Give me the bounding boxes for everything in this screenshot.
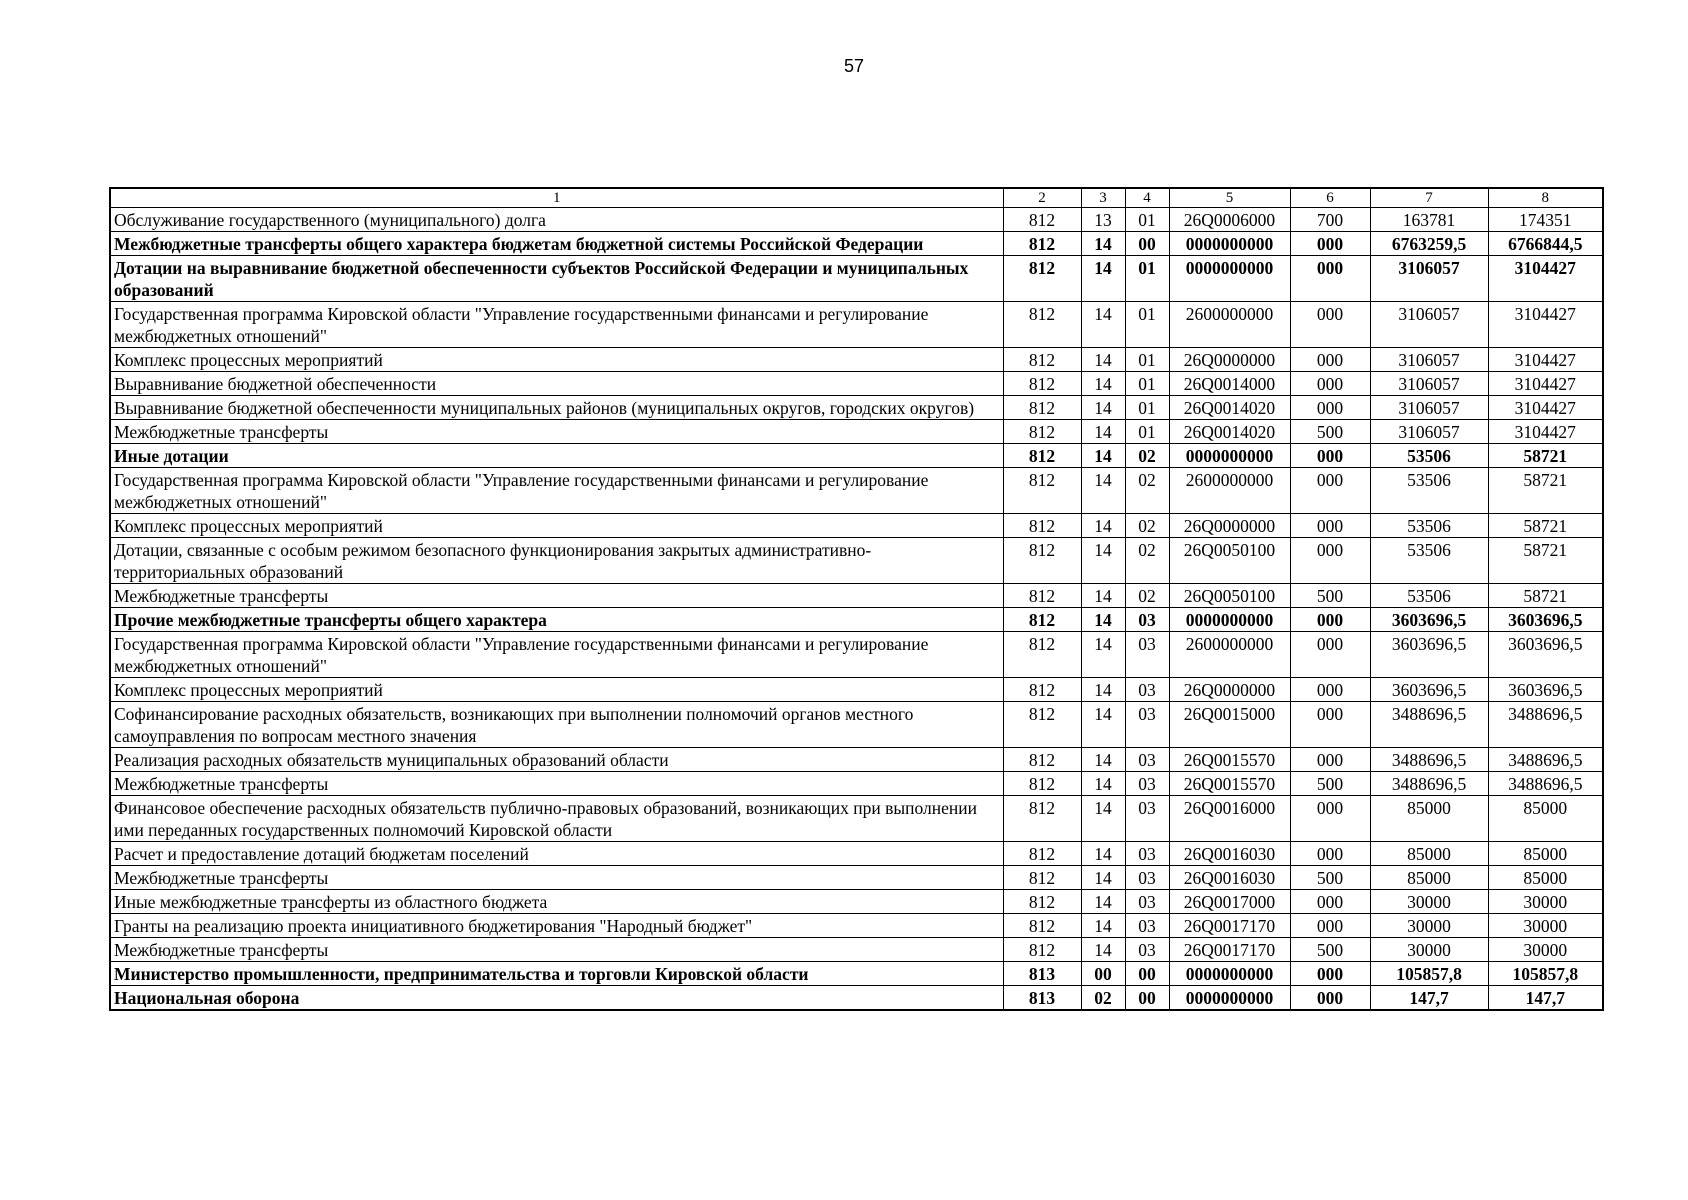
- table-row: [110, 772, 1603, 796]
- section-code: 14: [1081, 678, 1125, 702]
- amount-year-1: 53506: [1370, 538, 1488, 584]
- row-description: Выравнивание бюджетной обеспеченности: [110, 372, 1003, 396]
- table-row: [110, 538, 1603, 584]
- ministry-code: 812: [1003, 538, 1081, 584]
- subsection-code: 00: [1125, 232, 1169, 256]
- expense-type-code: 000: [1290, 468, 1370, 514]
- amount-year-1: 105857,8: [1370, 962, 1488, 986]
- subsection-code: 01: [1125, 396, 1169, 420]
- row-description: Комплекс процессных мероприятий: [110, 678, 1003, 702]
- ministry-code: 812: [1003, 678, 1081, 702]
- section-code: 14: [1081, 372, 1125, 396]
- section-code: 14: [1081, 468, 1125, 514]
- section-code: 14: [1081, 514, 1125, 538]
- table-row: [110, 938, 1603, 962]
- target-article-code: 0000000000: [1169, 232, 1290, 256]
- section-code: 14: [1081, 702, 1125, 748]
- row-description: Иные межбюджетные трансферты из областного бюджета: [110, 890, 1003, 914]
- amount-year-1: 30000: [1370, 890, 1488, 914]
- expense-type-code: 000: [1290, 702, 1370, 748]
- amount-year-2: 3488696,5: [1488, 702, 1603, 748]
- amount-year-1: 53506: [1370, 468, 1488, 514]
- subsection-code: 03: [1125, 938, 1169, 962]
- expense-type-code: 000: [1290, 372, 1370, 396]
- table-row: [110, 796, 1603, 842]
- target-article-code: 26Q0016030: [1169, 842, 1290, 866]
- amount-year-1: 3106057: [1370, 348, 1488, 372]
- target-article-code: 26Q0050100: [1169, 584, 1290, 608]
- section-code: 14: [1081, 938, 1125, 962]
- ministry-code: 813: [1003, 962, 1081, 986]
- expense-type-code: 000: [1290, 914, 1370, 938]
- expense-type-code: 000: [1290, 396, 1370, 420]
- subsection-code: 00: [1125, 986, 1169, 1011]
- table-row: [110, 608, 1603, 632]
- amount-year-2: 30000: [1488, 914, 1603, 938]
- row-description: Национальная оборона: [110, 986, 1003, 1011]
- row-description: Реализация расходных обязательств муниципальных образований области: [110, 748, 1003, 772]
- expense-type-code: 000: [1290, 444, 1370, 468]
- target-article-code: 26Q0015570: [1169, 748, 1290, 772]
- target-article-code: 26Q0017170: [1169, 938, 1290, 962]
- ministry-code: 812: [1003, 444, 1081, 468]
- amount-year-2: 30000: [1488, 890, 1603, 914]
- target-article-code: 0000000000: [1169, 962, 1290, 986]
- table-row: [110, 256, 1603, 302]
- amount-year-2: 3603696,5: [1488, 608, 1603, 632]
- ministry-code: 812: [1003, 772, 1081, 796]
- table-row: [110, 302, 1603, 348]
- row-description: Дотации, связанные с особым режимом безопасного функционирования закрытых административно-территориальных образований: [110, 538, 1003, 584]
- subsection-code: 02: [1125, 444, 1169, 468]
- ministry-code: 812: [1003, 584, 1081, 608]
- amount-year-2: 6766844,5: [1488, 232, 1603, 256]
- target-article-code: 26Q0015570: [1169, 772, 1290, 796]
- row-description: Иные дотации: [110, 444, 1003, 468]
- amount-year-1: 3106057: [1370, 396, 1488, 420]
- expense-type-code: 700: [1290, 208, 1370, 232]
- table-row: [110, 514, 1603, 538]
- target-article-code: 2600000000: [1169, 468, 1290, 514]
- amount-year-1: 85000: [1370, 842, 1488, 866]
- ministry-code: 812: [1003, 702, 1081, 748]
- target-article-code: 2600000000: [1169, 302, 1290, 348]
- amount-year-1: 30000: [1370, 938, 1488, 962]
- row-description: Межбюджетные трансферты: [110, 938, 1003, 962]
- ministry-code: 812: [1003, 914, 1081, 938]
- section-code: 13: [1081, 208, 1125, 232]
- amount-year-2: 58721: [1488, 468, 1603, 514]
- section-code: 14: [1081, 232, 1125, 256]
- target-article-code: 26Q0016000: [1169, 796, 1290, 842]
- subsection-code: 02: [1125, 468, 1169, 514]
- amount-year-2: 174351: [1488, 208, 1603, 232]
- section-code: 14: [1081, 256, 1125, 302]
- section-code: 14: [1081, 348, 1125, 372]
- target-article-code: 26Q0017170: [1169, 914, 1290, 938]
- ministry-code: 813: [1003, 986, 1081, 1011]
- amount-year-1: 53506: [1370, 584, 1488, 608]
- subsection-code: 02: [1125, 514, 1169, 538]
- target-article-code: 0000000000: [1169, 256, 1290, 302]
- column-header: 6: [1290, 188, 1370, 208]
- subsection-code: 03: [1125, 890, 1169, 914]
- column-header: 2: [1003, 188, 1081, 208]
- expense-type-code: 000: [1290, 608, 1370, 632]
- ministry-code: 812: [1003, 938, 1081, 962]
- amount-year-1: 30000: [1370, 914, 1488, 938]
- amount-year-1: 53506: [1370, 514, 1488, 538]
- row-description: Государственная программа Кировской области "Управление государственными финансами и регулирование межбюджетных отношений": [110, 632, 1003, 678]
- amount-year-2: 3603696,5: [1488, 632, 1603, 678]
- subsection-code: 03: [1125, 748, 1169, 772]
- row-description: Прочие межбюджетные трансферты общего характера: [110, 608, 1003, 632]
- section-code: 14: [1081, 842, 1125, 866]
- subsection-code: 03: [1125, 866, 1169, 890]
- expense-type-code: 000: [1290, 632, 1370, 678]
- column-header: 5: [1169, 188, 1290, 208]
- subsection-code: 03: [1125, 914, 1169, 938]
- row-description: Государственная программа Кировской области "Управление государственными финансами и регулирование межбюджетных отношений": [110, 468, 1003, 514]
- expense-type-code: 000: [1290, 348, 1370, 372]
- amount-year-1: 3603696,5: [1370, 678, 1488, 702]
- amount-year-1: 163781: [1370, 208, 1488, 232]
- table-row: [110, 702, 1603, 748]
- ministry-code: 812: [1003, 372, 1081, 396]
- section-code: 14: [1081, 890, 1125, 914]
- ministry-code: 812: [1003, 842, 1081, 866]
- subsection-code: 01: [1125, 256, 1169, 302]
- expense-type-code: 000: [1290, 796, 1370, 842]
- row-description: Гранты на реализацию проекта инициативного бюджетирования "Народный бюджет": [110, 914, 1003, 938]
- expense-type-code: 000: [1290, 890, 1370, 914]
- target-article-code: 0000000000: [1169, 444, 1290, 468]
- amount-year-1: 147,7: [1370, 986, 1488, 1011]
- table-row: [110, 232, 1603, 256]
- row-description: Межбюджетные трансферты: [110, 772, 1003, 796]
- amount-year-2: 3104427: [1488, 396, 1603, 420]
- section-code: 00: [1081, 962, 1125, 986]
- subsection-code: 03: [1125, 796, 1169, 842]
- table-row: [110, 678, 1603, 702]
- amount-year-2: 3104427: [1488, 420, 1603, 444]
- section-code: 14: [1081, 914, 1125, 938]
- expense-type-code: 000: [1290, 748, 1370, 772]
- ministry-code: 812: [1003, 208, 1081, 232]
- table-header-row: [110, 188, 1603, 208]
- row-description: Финансовое обеспечение расходных обязательств публично-правовых образований, возникающих при выполнении ими переданных государственных полномочий Кировской области: [110, 796, 1003, 842]
- column-header: 4: [1125, 188, 1169, 208]
- expense-type-code: 000: [1290, 256, 1370, 302]
- amount-year-1: 3603696,5: [1370, 608, 1488, 632]
- ministry-code: 812: [1003, 396, 1081, 420]
- amount-year-1: 85000: [1370, 796, 1488, 842]
- row-description: Министерство промышленности, предпринимательства и торговли Кировской области: [110, 962, 1003, 986]
- subsection-code: 01: [1125, 302, 1169, 348]
- ministry-code: 812: [1003, 348, 1081, 372]
- table-row: [110, 890, 1603, 914]
- amount-year-1: 3488696,5: [1370, 702, 1488, 748]
- target-article-code: 0000000000: [1169, 986, 1290, 1011]
- row-description: Межбюджетные трансферты: [110, 584, 1003, 608]
- expense-type-code: 500: [1290, 938, 1370, 962]
- ministry-code: 812: [1003, 256, 1081, 302]
- row-description: Дотации на выравнивание бюджетной обеспеченности субъектов Российской Федерации и муниципальных образований: [110, 256, 1003, 302]
- subsection-code: 01: [1125, 208, 1169, 232]
- section-code: 14: [1081, 866, 1125, 890]
- amount-year-1: 3106057: [1370, 420, 1488, 444]
- column-header: 3: [1081, 188, 1125, 208]
- row-description: Межбюджетные трансферты: [110, 420, 1003, 444]
- subsection-code: 03: [1125, 842, 1169, 866]
- row-description: Межбюджетные трансферты общего характера бюджетам бюджетной системы Российской Федерации: [110, 232, 1003, 256]
- target-article-code: 26Q0000000: [1169, 348, 1290, 372]
- ministry-code: 812: [1003, 468, 1081, 514]
- subsection-code: 03: [1125, 632, 1169, 678]
- target-article-code: 26Q0006000: [1169, 208, 1290, 232]
- table-row: [110, 372, 1603, 396]
- amount-year-2: 58721: [1488, 514, 1603, 538]
- ministry-code: 812: [1003, 232, 1081, 256]
- amount-year-2: 3104427: [1488, 372, 1603, 396]
- table-row: [110, 444, 1603, 468]
- target-article-code: 26Q0015000: [1169, 702, 1290, 748]
- budget-table-container: [109, 187, 1604, 1011]
- section-code: 14: [1081, 538, 1125, 584]
- amount-year-2: 85000: [1488, 842, 1603, 866]
- table-row: [110, 866, 1603, 890]
- amount-year-2: 58721: [1488, 444, 1603, 468]
- section-code: 02: [1081, 986, 1125, 1011]
- budget-table: [109, 187, 1604, 1011]
- row-description: Обслуживание государственного (муниципального) долга: [110, 208, 1003, 232]
- expense-type-code: 000: [1290, 232, 1370, 256]
- row-description: Государственная программа Кировской области "Управление государственными финансами и регулирование межбюджетных отношений": [110, 302, 1003, 348]
- expense-type-code: 000: [1290, 514, 1370, 538]
- target-article-code: 26Q0014000: [1169, 372, 1290, 396]
- amount-year-2: 3104427: [1488, 302, 1603, 348]
- expense-type-code: 500: [1290, 420, 1370, 444]
- amount-year-1: 3106057: [1370, 302, 1488, 348]
- section-code: 14: [1081, 444, 1125, 468]
- ministry-code: 812: [1003, 302, 1081, 348]
- ministry-code: 812: [1003, 514, 1081, 538]
- amount-year-2: 30000: [1488, 938, 1603, 962]
- amount-year-2: 3104427: [1488, 348, 1603, 372]
- table-row: [110, 420, 1603, 444]
- table-row: [110, 348, 1603, 372]
- section-code: 14: [1081, 420, 1125, 444]
- target-article-code: 26Q0050100: [1169, 538, 1290, 584]
- subsection-code: 03: [1125, 678, 1169, 702]
- row-description: Расчет и предоставление дотаций бюджетам поселений: [110, 842, 1003, 866]
- target-article-code: 26Q0000000: [1169, 678, 1290, 702]
- table-row: [110, 842, 1603, 866]
- section-code: 14: [1081, 632, 1125, 678]
- ministry-code: 812: [1003, 748, 1081, 772]
- subsection-code: 00: [1125, 962, 1169, 986]
- target-article-code: 26Q0016030: [1169, 866, 1290, 890]
- expense-type-code: 500: [1290, 866, 1370, 890]
- target-article-code: 26Q0000000: [1169, 514, 1290, 538]
- table-row: [110, 208, 1603, 232]
- row-description: Комплекс процессных мероприятий: [110, 348, 1003, 372]
- subsection-code: 03: [1125, 702, 1169, 748]
- amount-year-2: 85000: [1488, 866, 1603, 890]
- amount-year-1: 85000: [1370, 866, 1488, 890]
- column-header: 7: [1370, 188, 1488, 208]
- column-header: 8: [1488, 188, 1603, 208]
- row-description: Выравнивание бюджетной обеспеченности муниципальных районов (муниципальных округов, городских округов): [110, 396, 1003, 420]
- ministry-code: 812: [1003, 866, 1081, 890]
- table-row: [110, 962, 1603, 986]
- table-row: [110, 396, 1603, 420]
- amount-year-2: 85000: [1488, 796, 1603, 842]
- section-code: 14: [1081, 772, 1125, 796]
- target-article-code: 0000000000: [1169, 608, 1290, 632]
- ministry-code: 812: [1003, 890, 1081, 914]
- table-row: [110, 632, 1603, 678]
- expense-type-code: 000: [1290, 986, 1370, 1011]
- subsection-code: 01: [1125, 372, 1169, 396]
- ministry-code: 812: [1003, 420, 1081, 444]
- amount-year-2: 3488696,5: [1488, 748, 1603, 772]
- amount-year-1: 3106057: [1370, 256, 1488, 302]
- expense-type-code: 000: [1290, 302, 1370, 348]
- ministry-code: 812: [1003, 632, 1081, 678]
- section-code: 14: [1081, 584, 1125, 608]
- target-article-code: 26Q0014020: [1169, 420, 1290, 444]
- amount-year-1: 3603696,5: [1370, 632, 1488, 678]
- ministry-code: 812: [1003, 796, 1081, 842]
- amount-year-1: 3488696,5: [1370, 748, 1488, 772]
- subsection-code: 02: [1125, 584, 1169, 608]
- section-code: 14: [1081, 796, 1125, 842]
- amount-year-2: 3104427: [1488, 256, 1603, 302]
- amount-year-2: 105857,8: [1488, 962, 1603, 986]
- section-code: 14: [1081, 396, 1125, 420]
- subsection-code: 03: [1125, 608, 1169, 632]
- expense-type-code: 500: [1290, 772, 1370, 796]
- expense-type-code: 500: [1290, 584, 1370, 608]
- page-number: 57: [843, 56, 865, 76]
- row-description: Межбюджетные трансферты: [110, 866, 1003, 890]
- table-row: [110, 748, 1603, 772]
- expense-type-code: 000: [1290, 842, 1370, 866]
- amount-year-1: 6763259,5: [1370, 232, 1488, 256]
- section-code: 14: [1081, 302, 1125, 348]
- table-row: [110, 986, 1603, 1011]
- table-row: [110, 468, 1603, 514]
- target-article-code: 2600000000: [1169, 632, 1290, 678]
- amount-year-2: 147,7: [1488, 986, 1603, 1011]
- subsection-code: 01: [1125, 348, 1169, 372]
- expense-type-code: 000: [1290, 962, 1370, 986]
- target-article-code: 26Q0014020: [1169, 396, 1290, 420]
- table-row: [110, 584, 1603, 608]
- section-code: 14: [1081, 748, 1125, 772]
- target-article-code: 26Q0017000: [1169, 890, 1290, 914]
- subsection-code: 01: [1125, 420, 1169, 444]
- amount-year-2: 58721: [1488, 584, 1603, 608]
- row-description: Комплекс процессных мероприятий: [110, 514, 1003, 538]
- amount-year-1: 3488696,5: [1370, 772, 1488, 796]
- expense-type-code: 000: [1290, 678, 1370, 702]
- table-row: [110, 914, 1603, 938]
- expense-type-code: 000: [1290, 538, 1370, 584]
- amount-year-2: 3603696,5: [1488, 678, 1603, 702]
- subsection-code: 03: [1125, 772, 1169, 796]
- ministry-code: 812: [1003, 608, 1081, 632]
- amount-year-2: 3488696,5: [1488, 772, 1603, 796]
- section-code: 14: [1081, 608, 1125, 632]
- amount-year-1: 53506: [1370, 444, 1488, 468]
- amount-year-1: 3106057: [1370, 372, 1488, 396]
- column-header: 1: [110, 188, 1003, 208]
- amount-year-2: 58721: [1488, 538, 1603, 584]
- subsection-code: 02: [1125, 538, 1169, 584]
- row-description: Софинансирование расходных обязательств, возникающих при выполнении полномочий органов местного самоуправления по вопросам местного значения: [110, 702, 1003, 748]
